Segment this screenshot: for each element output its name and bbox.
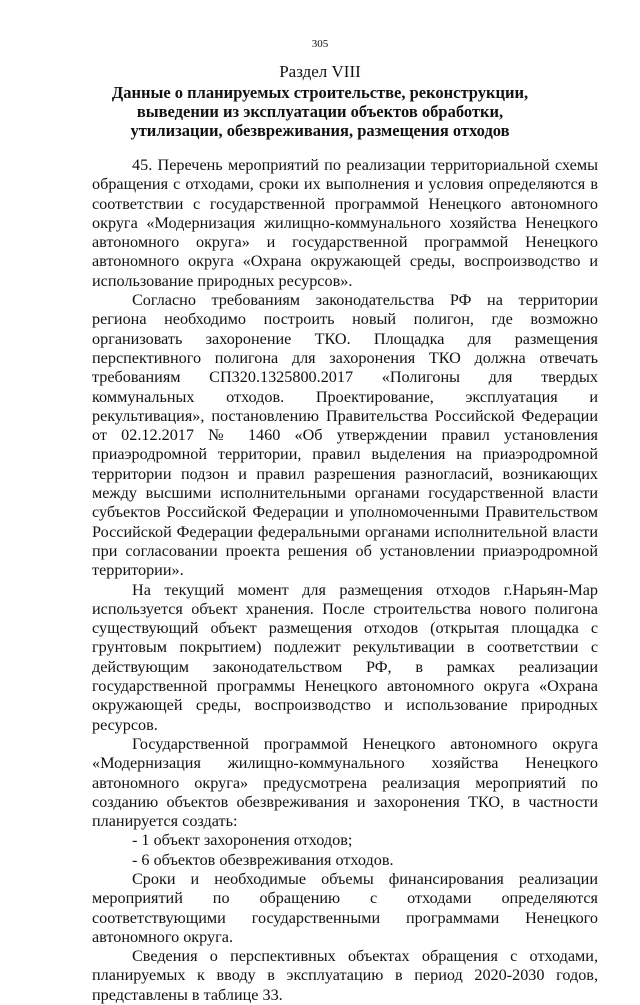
page-number: 305: [311, 38, 329, 50]
paragraph-financing: Сроки и необходимые объемы финансирования реализации мероприятий по обращению с отходами определяются соответствующими государственными программами Ненецкого автономного округа.: [92, 869, 598, 946]
paragraph-table-reference: Сведения о перспективных объектах обращения с отходами, планируемых к вводу в эксплуатацию в период 2020-2030 годов, представлены в таблице 33.: [92, 947, 598, 1004]
paragraph-45: 45. Перечень мероприятий по реализации территориальной схемы обращения с отходами, сроки их выполнения и условия определяются в соответствии с государственной программой Ненецкого автономного округа «Модернизация жилищно-коммунального хозяйства Ненецкого автономного округа» и государственной программой Ненецкого автономного округа «Охрана окружающей среды, воспроизводство и использование природных ресурсов».: [92, 156, 598, 290]
list-item-landfill: - 1 объект захоронения отходов;: [132, 831, 353, 850]
section-title: Данные о планируемых строительстве, реконструкции, выведении из эксплуатации объектов обработки, утилизации, обезвреживания, размещения отходов: [111, 83, 529, 140]
paragraph-state-program: Государственной программой Ненецкого автономного округа «Модернизация жилищно-коммунального хозяйства Ненецкого автономного округа» предусмотрена реализация мероприятий по созданию объектов обезвреживания и захоронения ТКО, в частности планируется создать:: [92, 734, 598, 831]
list-item-neutralization: - 6 объектов обезвреживания отходов.: [132, 850, 394, 869]
document-body: [92, 156, 598, 1005]
paragraph-current-storage: На текущий момент для размещения отходов г.Нарьян-Мар используется объект хранения. После строительства нового полигона существующий объект размещения отходов (открытая площадка с грунтовым покрытием) подлежит рекультивации в соответствии с действующим законодательством РФ, в рамках реализации государственной программы Ненецкого автономного округа «Охрана окружающей среды, воспроизводство и использование природных ресурсов.: [92, 580, 598, 734]
paragraph-landfill-requirements: Согласно требованиям законодательства РФ на территории региона необходимо построить новый полигон, где возможно организовать захоронение ТКО. Площадка для размещения перспективного полигона для захоронения ТКО должна отвечать требованиям СП320.1325800.2017 «Полигоны для твердых коммунальных отходов. Проектирование, эксплуатация и рекультивация», постановлению Правительства Российской Федерации от 02.12.2017 № 1460 «Об утверждении правил установления приаэродромной территории, правил выделения на приаэродромной территории подзон и правил разрешения разногласий, возникающих между высшими исполнительными органами государственной власти субъектов Российской Федерации и уполномоченными Правительством Российской Федерации федеральными органами исполнительной власти при согласовании проекта решения об установлении приаэродромной территории».: [92, 291, 598, 580]
section-label: Раздел VIII: [279, 62, 361, 81]
